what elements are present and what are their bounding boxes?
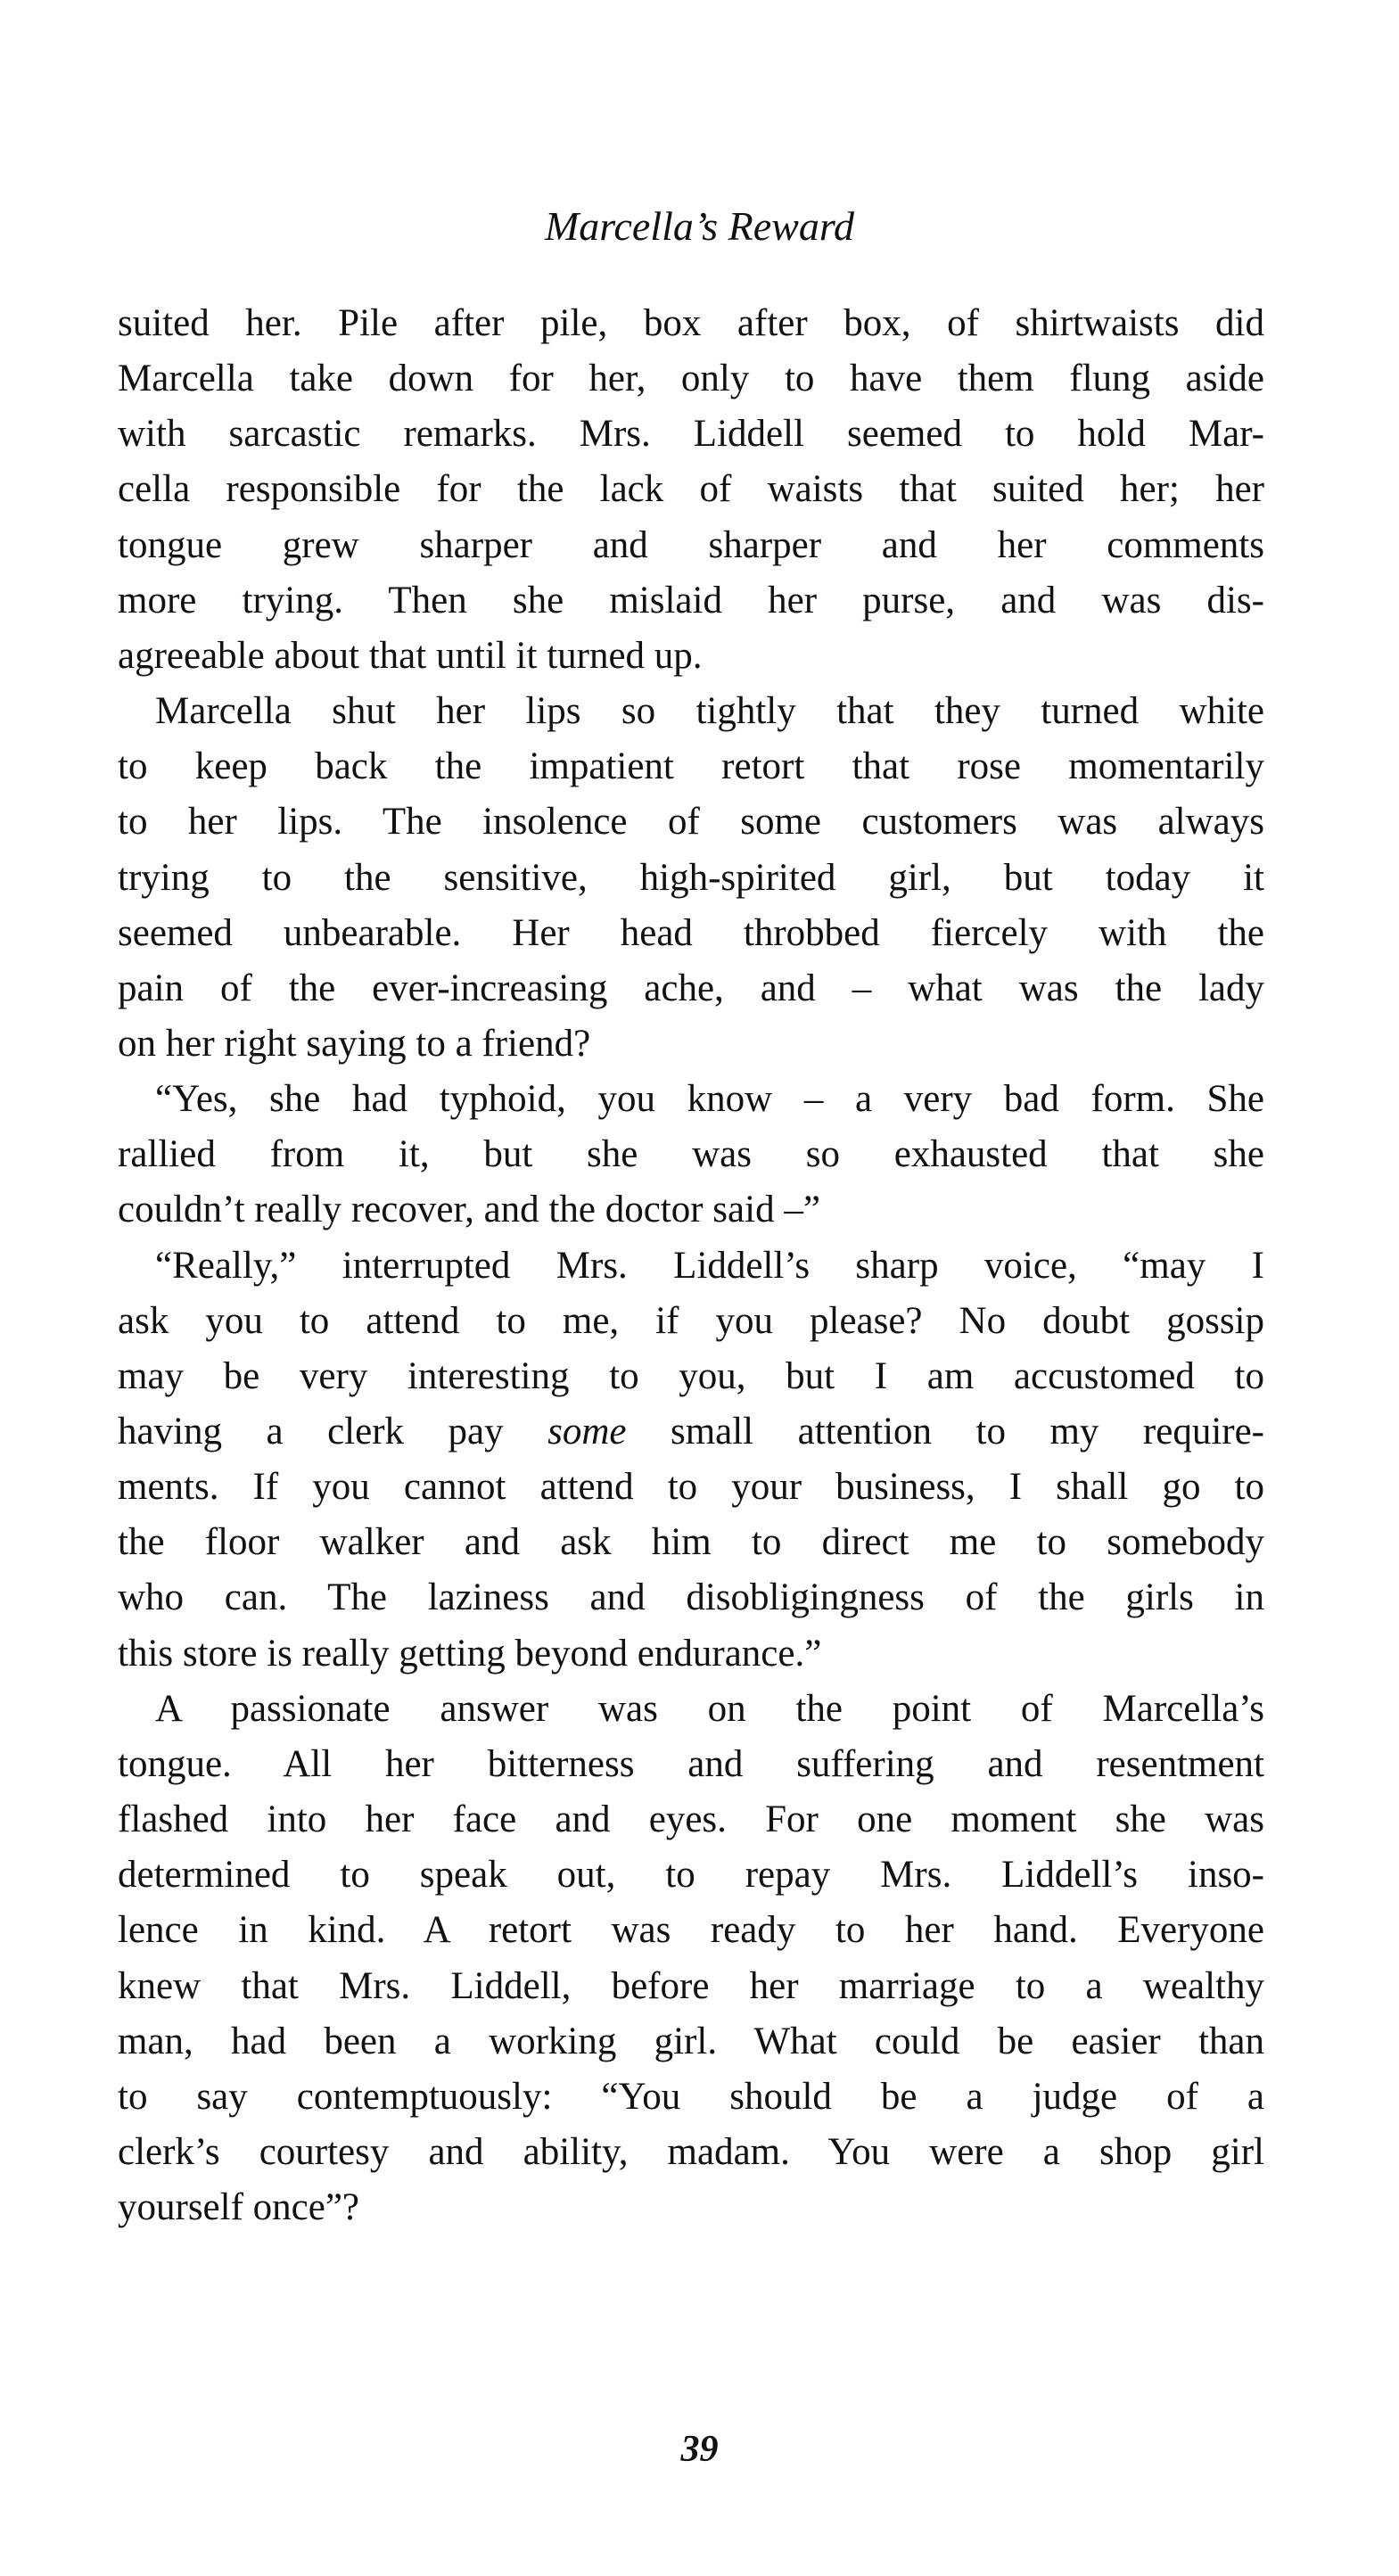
text-line: lence in kind. A retort was ready to her hand. Everyone [118,1909,1264,1952]
text-line: rallied from it, but she was so exhausted that she [118,1133,1264,1176]
text-run: small attention to my require- [626,1411,1264,1453]
text-line: man, had been a working girl. What could be easier than [118,2020,1264,2062]
text-line: Marcella take down for her, only to have them flung aside [118,358,1264,400]
emphasized-text: some [547,1411,627,1453]
text-line: to say contemptuously: “You should be a judge of a [118,2075,1264,2118]
text-line: on her right saying to a friend? [118,1022,591,1065]
text-line: ask you to attend to me, if you please? No doubt gossip [118,1299,1264,1342]
text-line: clerk’s courtesy and ability, madam. You were a shop girl [118,2130,1264,2173]
text-line: to keep back the impatient retort that rose momentarily [118,745,1264,788]
text-line: couldn’t really recover, and the doctor said –” [118,1189,820,1231]
text-line: suited her. Pile after pile, box after box, of shirtwaists did [118,302,1264,344]
text-line: flashed into her face and eyes. For one moment she was [118,1798,1264,1841]
text-line: cella responsible for the lack of waists that suited her; her [118,468,1264,511]
text-line: pain of the ever-increasing ache, and – what was the lady [118,967,1264,1009]
running-head: Marcella’s Reward [544,203,855,249]
text-line: the floor walker and ask him to direct me to somebody [118,1521,1264,1564]
text-line: tongue. All her bitterness and suffering and resentment [118,1742,1264,1785]
text-line: trying to the sensitive, high-spirited girl, but today it [118,856,1264,899]
text-line: “Yes, she had typhoid, you know – a very bad form. She [155,1078,1264,1121]
text-line [118,1404,1264,1460]
text-line: knew that Mrs. Liddell, before her marriage to a wealthy [118,1964,1264,2007]
text-line: may be very interesting to you, but I am accustomed to [118,1354,1264,1397]
text-line: A passionate answer was on the point of Marcella’s [155,1687,1264,1730]
text-run: having a clerk pay [118,1411,548,1453]
text-line: more trying. Then she mislaid her purse, and was dis- [118,579,1264,621]
text-line: tongue grew sharper and sharper and her comments [118,523,1264,566]
text-line: Marcella shut her lips so tightly that they turned white [155,690,1264,733]
text-line: agreeable about that until it turned up. [118,634,703,677]
text-line: this store is really getting beyond endurance.” [118,1632,822,1675]
text-line: “Really,” interrupted Mrs. Liddell’s sharp voice, “may I [155,1244,1264,1287]
page-number: 39 [680,2429,719,2470]
text-line: with sarcastic remarks. Mrs. Liddell seemed to hold Mar- [118,413,1264,456]
text-line: who can. The laziness and disobligingness of the girls in [118,1576,1264,1619]
text-line: yourself once”? [118,2186,359,2229]
text-line: ments. If you cannot attend to your business, I shall go to [118,1466,1264,1509]
text-line: seemed unbearable. Her head throbbed fiercely with the [118,911,1264,954]
text-line: determined to speak out, to repay Mrs. Liddell’s inso- [118,1854,1264,1897]
text-line: to her lips. The insolence of some customers was always [118,801,1264,844]
